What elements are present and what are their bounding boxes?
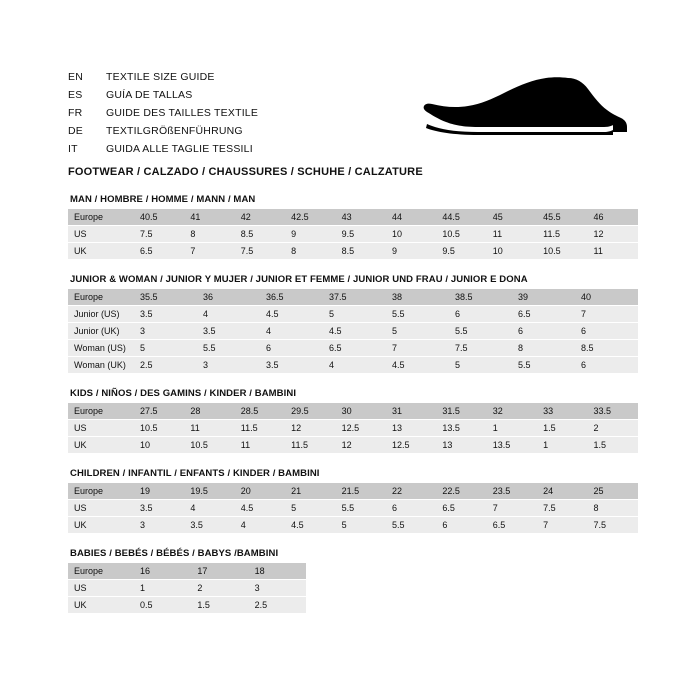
table-row <box>68 306 638 323</box>
table-cell: 4.5 <box>260 306 323 323</box>
table-cell: 7.5 <box>588 517 638 534</box>
table-row <box>68 597 306 614</box>
table-header-row <box>68 289 638 306</box>
table-cell: 43 <box>336 209 386 226</box>
table-cell: 9 <box>386 243 436 260</box>
table-cell: 21 <box>285 483 335 500</box>
table-cell: 5.5 <box>336 500 386 517</box>
table-cell: 39 <box>512 289 575 306</box>
row-label: UK <box>68 243 134 260</box>
table-cell: 35.5 <box>134 289 197 306</box>
table-cell: 4.5 <box>285 517 335 534</box>
language-title: GUÍA DE TALLAS <box>106 89 193 101</box>
table-cell: 24 <box>537 483 587 500</box>
size-table <box>68 209 638 260</box>
table-cell: 5.5 <box>386 306 449 323</box>
table-cell: 28.5 <box>235 403 285 420</box>
table-row <box>68 357 638 374</box>
table-cell: 42.5 <box>285 209 335 226</box>
table-cell: 10 <box>487 243 537 260</box>
table-cell: 10.5 <box>134 420 184 437</box>
table-cell: 31 <box>386 403 436 420</box>
size-table <box>68 483 638 534</box>
table-cell: 10.5 <box>537 243 587 260</box>
language-code: EN <box>68 71 83 83</box>
table-cell: 21.5 <box>336 483 386 500</box>
table-cell: 5 <box>386 323 449 340</box>
table-cell: 5.5 <box>386 517 436 534</box>
table-cell: 38 <box>386 289 449 306</box>
table-cell: 2 <box>588 420 638 437</box>
table-cell: 11 <box>235 437 285 454</box>
table-cell: 28 <box>184 403 234 420</box>
row-label: Europe <box>68 289 134 306</box>
table-cell: 5.5 <box>512 357 575 374</box>
table-cell: 5 <box>449 357 512 374</box>
language-code: FR <box>68 107 83 119</box>
table-cell: 2.5 <box>249 597 306 614</box>
table-cell: 31.5 <box>436 403 486 420</box>
language-title: TEXTILGRÖßENFÜHRUNG <box>106 125 243 137</box>
table-cell: 7 <box>184 243 234 260</box>
table-cell: 10.5 <box>436 226 486 243</box>
table-cell: 13.5 <box>487 437 537 454</box>
language-title: GUIDA ALLE TAGLIE TESSILI <box>106 143 253 155</box>
size-table-heading: JUNIOR & WOMAN / JUNIOR Y MUJER / JUNIOR ET FEMME / JUNIOR UND FRAU / JUNIOR E DONA <box>70 274 528 285</box>
table-cell: 9.5 <box>436 243 486 260</box>
table-cell: 6.5 <box>436 500 486 517</box>
table-cell: 38.5 <box>449 289 512 306</box>
size-table <box>68 289 638 374</box>
table-cell: 11.5 <box>285 437 335 454</box>
table-row <box>68 323 638 340</box>
language-code: DE <box>68 125 83 137</box>
table-cell: 10.5 <box>184 437 234 454</box>
row-label: Junior (US) <box>68 306 134 323</box>
table-cell: 29.5 <box>285 403 335 420</box>
table-cell: 6.5 <box>487 517 537 534</box>
size-table-block <box>68 388 638 454</box>
table-cell: 45.5 <box>537 209 587 226</box>
size-table <box>68 403 638 454</box>
table-cell: 5.5 <box>449 323 512 340</box>
table-header-row <box>68 483 638 500</box>
row-label: US <box>68 420 134 437</box>
table-cell: 22.5 <box>436 483 486 500</box>
table-cell: 5 <box>285 500 335 517</box>
table-cell: 8 <box>512 340 575 357</box>
table-cell: 4.5 <box>323 323 386 340</box>
row-label: Woman (UK) <box>68 357 134 374</box>
table-header-row <box>68 209 638 226</box>
row-label: Junior (UK) <box>68 323 134 340</box>
language-row <box>68 140 448 158</box>
table-cell: 3.5 <box>184 517 234 534</box>
table-cell: 44.5 <box>436 209 486 226</box>
table-cell: 6 <box>449 306 512 323</box>
table-cell: 27.5 <box>134 403 184 420</box>
table-cell: 12 <box>336 437 386 454</box>
table-cell: 4.5 <box>235 500 285 517</box>
table-cell: 2.5 <box>134 357 197 374</box>
table-cell: 7 <box>487 500 537 517</box>
table-cell: 5 <box>336 517 386 534</box>
size-table-block <box>68 468 638 534</box>
language-code: IT <box>68 143 78 155</box>
size-table-heading: CHILDREN / INFANTIL / ENFANTS / KINDER / BAMBINI <box>70 468 320 479</box>
language-code: ES <box>68 89 83 101</box>
size-table-heading: KIDS / NIÑOS / DES GAMINS / KINDER / BAMBINI <box>70 388 297 399</box>
table-cell: 6.5 <box>134 243 184 260</box>
table-row <box>68 437 638 454</box>
table-cell: 7 <box>575 306 638 323</box>
size-table-block <box>68 274 638 374</box>
table-cell: 37.5 <box>323 289 386 306</box>
row-label: Europe <box>68 483 134 500</box>
table-cell: 3 <box>134 323 197 340</box>
table-cell: 1 <box>537 437 587 454</box>
table-cell: 12.5 <box>336 420 386 437</box>
size-table-heading: BABIES / BEBÉS / BÉBÉS / BABYS /BAMBINI <box>70 548 279 559</box>
table-cell: 44 <box>386 209 436 226</box>
language-title: GUIDE DES TAILLES TEXTILE <box>106 107 259 119</box>
size-table-block <box>68 194 638 260</box>
table-cell: 3.5 <box>260 357 323 374</box>
table-cell: 42 <box>235 209 285 226</box>
table-cell: 19 <box>134 483 184 500</box>
table-row <box>68 226 638 243</box>
table-cell: 8.5 <box>575 340 638 357</box>
row-label: UK <box>68 437 134 454</box>
row-label: UK <box>68 597 134 614</box>
table-cell: 7 <box>386 340 449 357</box>
size-table-block <box>68 548 638 614</box>
language-row <box>68 68 448 86</box>
table-cell: 8 <box>588 500 638 517</box>
table-cell: 7.5 <box>235 243 285 260</box>
row-label: US <box>68 500 134 517</box>
table-cell: 10 <box>386 226 436 243</box>
table-cell: 13.5 <box>436 420 486 437</box>
table-cell: 8 <box>285 243 335 260</box>
table-row <box>68 340 638 357</box>
table-row <box>68 580 306 597</box>
table-cell: 7.5 <box>537 500 587 517</box>
table-cell: 1.5 <box>537 420 587 437</box>
table-cell: 5 <box>134 340 197 357</box>
table-cell: 25 <box>588 483 638 500</box>
table-cell: 0.5 <box>134 597 191 614</box>
table-cell: 3 <box>249 580 306 597</box>
row-label: Europe <box>68 403 134 420</box>
table-cell: 45 <box>487 209 537 226</box>
table-cell: 16 <box>134 563 191 580</box>
table-cell: 20 <box>235 483 285 500</box>
table-row <box>68 243 638 260</box>
table-cell: 3.5 <box>134 500 184 517</box>
table-cell: 1 <box>487 420 537 437</box>
table-cell: 12 <box>285 420 335 437</box>
table-cell: 8 <box>184 226 234 243</box>
table-cell: 11.5 <box>235 420 285 437</box>
table-cell: 4.5 <box>386 357 449 374</box>
table-row <box>68 517 638 534</box>
table-cell: 4 <box>323 357 386 374</box>
table-cell: 23.5 <box>487 483 537 500</box>
table-cell: 18 <box>249 563 306 580</box>
table-cell: 9.5 <box>336 226 386 243</box>
table-cell: 11 <box>184 420 234 437</box>
table-cell: 11.5 <box>537 226 587 243</box>
table-cell: 32 <box>487 403 537 420</box>
table-cell: 6.5 <box>512 306 575 323</box>
table-cell: 6 <box>436 517 486 534</box>
table-cell: 12 <box>588 226 638 243</box>
table-cell: 3 <box>134 517 184 534</box>
table-cell: 7.5 <box>449 340 512 357</box>
table-cell: 11 <box>487 226 537 243</box>
language-title-list <box>68 68 448 158</box>
row-label: Europe <box>68 209 134 226</box>
table-header-row <box>68 403 638 420</box>
table-cell: 4 <box>197 306 260 323</box>
table-cell: 33 <box>537 403 587 420</box>
table-header-row <box>68 563 306 580</box>
language-row <box>68 122 448 140</box>
table-cell: 17 <box>191 563 248 580</box>
table-cell: 22 <box>386 483 436 500</box>
table-cell: 41 <box>184 209 234 226</box>
language-title: TEXTILE SIZE GUIDE <box>106 71 215 83</box>
table-cell: 13 <box>386 420 436 437</box>
table-cell: 6.5 <box>323 340 386 357</box>
table-cell: 10 <box>134 437 184 454</box>
row-label: US <box>68 580 134 597</box>
table-cell: 1.5 <box>191 597 248 614</box>
page-header <box>68 60 638 178</box>
table-cell: 8.5 <box>235 226 285 243</box>
table-row <box>68 420 638 437</box>
table-cell: 8.5 <box>336 243 386 260</box>
size-table-heading: MAN / HOMBRE / HOMME / MANN / MAN <box>70 194 256 205</box>
language-row <box>68 86 448 104</box>
dress-shoe-icon <box>418 72 628 142</box>
table-cell: 13 <box>436 437 486 454</box>
row-label: Europe <box>68 563 134 580</box>
row-label: UK <box>68 517 134 534</box>
table-cell: 3.5 <box>134 306 197 323</box>
table-cell: 4 <box>235 517 285 534</box>
table-cell: 36.5 <box>260 289 323 306</box>
table-cell: 6 <box>386 500 436 517</box>
table-cell: 7 <box>537 517 587 534</box>
table-row <box>68 500 638 517</box>
table-cell: 9 <box>285 226 335 243</box>
table-cell: 1 <box>134 580 191 597</box>
row-label: US <box>68 226 134 243</box>
table-cell: 6 <box>260 340 323 357</box>
table-cell: 6 <box>575 357 638 374</box>
table-cell: 11 <box>588 243 638 260</box>
row-label: Woman (US) <box>68 340 134 357</box>
table-cell: 3.5 <box>197 323 260 340</box>
table-cell: 4 <box>260 323 323 340</box>
table-cell: 2 <box>191 580 248 597</box>
table-cell: 12.5 <box>386 437 436 454</box>
table-cell: 40 <box>575 289 638 306</box>
table-cell: 4 <box>184 500 234 517</box>
table-cell: 3 <box>197 357 260 374</box>
table-cell: 33.5 <box>588 403 638 420</box>
table-cell: 30 <box>336 403 386 420</box>
table-cell: 6 <box>512 323 575 340</box>
table-cell: 19.5 <box>184 483 234 500</box>
table-cell: 1.5 <box>588 437 638 454</box>
size-table <box>68 563 306 614</box>
table-cell: 36 <box>197 289 260 306</box>
page-title: FOOTWEAR / CALZADO / CHAUSSURES / SCHUHE / CALZATURE <box>68 166 423 178</box>
table-cell: 7.5 <box>134 226 184 243</box>
language-row <box>68 104 448 122</box>
table-cell: 5 <box>323 306 386 323</box>
table-cell: 40.5 <box>134 209 184 226</box>
table-cell: 5.5 <box>197 340 260 357</box>
size-tables-container <box>68 194 638 614</box>
table-cell: 46 <box>588 209 638 226</box>
table-cell: 6 <box>575 323 638 340</box>
